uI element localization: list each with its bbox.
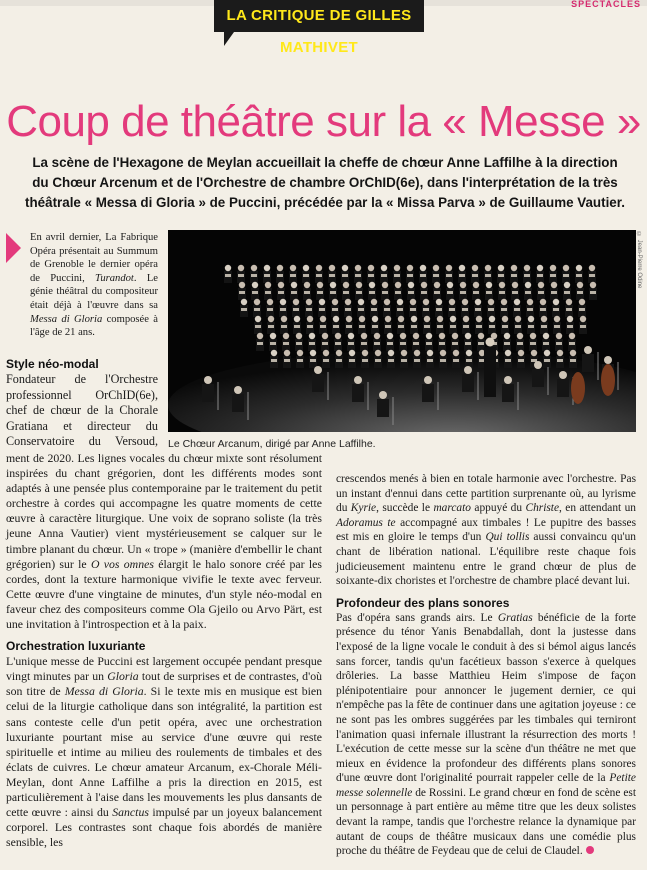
choir-singer-figure xyxy=(374,350,382,368)
choir-singer-figure xyxy=(588,265,596,283)
choir-singer-figure xyxy=(238,282,246,300)
choir-singer-figure xyxy=(251,282,259,300)
choir-singer-figure xyxy=(224,265,232,283)
choir-singer-figure xyxy=(445,265,453,283)
choir-singer-figure xyxy=(358,316,366,334)
choir-singer-figure xyxy=(315,265,323,283)
choir-singer-figure xyxy=(302,265,310,283)
choir-photo-illustration xyxy=(168,230,636,432)
choir-singer-figure xyxy=(348,350,356,368)
choir-singer-figure xyxy=(279,299,287,317)
choir-singer-figure xyxy=(354,265,362,283)
choir-singer-figure xyxy=(397,316,405,334)
choir-singer-figure xyxy=(562,265,570,283)
choir-singer-figure xyxy=(319,316,327,334)
choir-singer-figure xyxy=(276,265,284,283)
choir-singer-figure xyxy=(462,316,470,334)
choir-singer-figure xyxy=(527,316,535,334)
choir-singer-figure xyxy=(498,282,506,300)
column-right xyxy=(336,472,636,859)
choir-singer-figure xyxy=(524,282,532,300)
choir-singer-figure xyxy=(542,333,550,351)
choir-singer-figure xyxy=(501,316,509,334)
choir-singer-figure xyxy=(423,316,431,334)
choir-singer-figure xyxy=(576,282,584,300)
section-body: Fondateur de l'Orchestre professionnel OrChID(6e), chef de chœur de la Chorale Gratiana et directeur du Conservatoire du Versoud, xyxy=(6,372,158,448)
choir-singer-figure xyxy=(435,299,443,317)
choir-singer-figure xyxy=(345,316,353,334)
choir-singer-figure xyxy=(387,350,395,368)
choir-singer-figure xyxy=(373,333,381,351)
choir-singer-figure xyxy=(296,350,304,368)
choir-singer-figure xyxy=(406,265,414,283)
choir-singer-figure xyxy=(517,350,525,368)
section-heading: Profondeur des plans sonores xyxy=(336,595,510,610)
choir-singer-figure xyxy=(305,299,313,317)
choir-singer-figure xyxy=(303,282,311,300)
choir-singer-figure xyxy=(368,282,376,300)
choir-singer-figure xyxy=(523,265,531,283)
choir-singer-figure xyxy=(381,282,389,300)
choir-singer-figure xyxy=(263,265,271,283)
choir-singer-figure xyxy=(347,333,355,351)
choir-singer-figure xyxy=(292,299,300,317)
choir-singer-figure xyxy=(360,333,368,351)
choir-singer-figure xyxy=(407,282,415,300)
choir-singer-figure xyxy=(370,299,378,317)
choir-singer-figure xyxy=(254,316,262,334)
choir-singer-figure xyxy=(322,350,330,368)
cello-shape xyxy=(571,372,585,404)
choir-singer-figure xyxy=(472,282,480,300)
choir-singer-figure xyxy=(452,350,460,368)
choir-singer-figure xyxy=(485,282,493,300)
choir-singer-figure xyxy=(529,333,537,351)
choir-singer-figure xyxy=(539,299,547,317)
choir-singer-figure xyxy=(306,316,314,334)
choir-singer-figure xyxy=(461,299,469,317)
choir-singer-figure xyxy=(555,333,563,351)
choir-singer-figure xyxy=(550,282,558,300)
choir-singer-figure xyxy=(282,333,290,351)
choir-singer-figure xyxy=(556,350,564,368)
choir-singer-figure xyxy=(295,333,303,351)
choir-singer-figure xyxy=(270,350,278,368)
section-body: L'unique messe de Puccini est largement occupée pendant presque vingt minutes par un Gloria tout de surprises et de contrastes, d'où son titre de Messa di Gloria. Si le texte mis en musique est bien celui de la liturgie catholique dans son intégralité, la partition est sans conteste celle d'un petit opéra, avec une orchestration luxuriante pourtant mise au service d'une œuvre qui reste spirituelle et intime au milieu des roulements de timbales et des éclats de cuivres. Le chœur amateur Arcanum, ex-Chorale Méli-Meylan, dont Anne Laffilhe a pris la direction en 2015, est particulièrement à l'aise dans les mouvements les plus dansants de cette œuvre : ainsi du Sanctus impulsé par un joyeux balancement corporel. Les contrastes sont chaque fois abordés de manière sensible, les xyxy=(6,654,322,850)
choir-singer-figure xyxy=(575,265,583,283)
choir-singer-figure xyxy=(458,265,466,283)
choir-singer-figure xyxy=(510,265,518,283)
choir-singer-figure xyxy=(497,265,505,283)
choir-singer-figure xyxy=(426,350,434,368)
column-left xyxy=(6,451,322,850)
choir-singer-figure xyxy=(267,316,275,334)
choir-singer-figure xyxy=(419,265,427,283)
choir-singer-figure xyxy=(553,316,561,334)
choir-singer-figure xyxy=(329,282,337,300)
choir-singer-figure xyxy=(514,316,522,334)
choir-singer-figure xyxy=(280,316,288,334)
section-body-continued: ment de 2020. Les lignes vocales du chœur mixte sont résolument inspirées du chant grégorien, dont les différents modes sont adaptés à une pensée plus contemporaine par le traitement du petit orchestre à cordes qui accompagne les quatre moments de cette œuvre à caractère liturgique. Une voix de soprano soliste (la très jeune Anna Vautier) vient mystérieusement se calquer sur le timbre planant du chœur. Un « trope » (manière d'embellir le chant grégorien) sur le O vos omnes élargit le halo sonore créé par les cordes, dont la texture harmonique vivifie le texte avec ferveur. Cette œuvre d'une vingtaine de minutes, d'un style néo-modal en faveur chez des compositeurs comme Ola Gjeilo ou Arvo Pärt, est une invitation à l'introspection et à la paix. xyxy=(6,451,322,632)
choir-singer-figure xyxy=(459,282,467,300)
column-tag: LA CRITIQUE DE GILLES MATHIVET xyxy=(214,0,424,32)
choir-singer-figure xyxy=(380,265,388,283)
choir-singer-figure xyxy=(250,265,258,283)
choir-singer-figure xyxy=(409,299,417,317)
photo-credit: © Jean-Pierre Odine xyxy=(636,232,642,289)
choir-singer-figure xyxy=(269,333,277,351)
choir-singer-figure xyxy=(511,282,519,300)
choir-singer-figure xyxy=(321,333,329,351)
choir-singer-figure xyxy=(383,299,391,317)
choir-singer-figure xyxy=(565,299,573,317)
choir-singer-figure xyxy=(513,299,521,317)
section-heading: Orchestration luxuriante xyxy=(6,639,146,654)
choir-singer-figure xyxy=(566,316,574,334)
choir-singer-figure xyxy=(438,333,446,351)
choir-singer-figure xyxy=(516,333,524,351)
choir-singer-figure xyxy=(477,333,485,351)
choir-singer-figure xyxy=(400,350,408,368)
choir-singer-figure xyxy=(357,299,365,317)
choir-singer-figure xyxy=(341,265,349,283)
choir-singer-figure xyxy=(474,299,482,317)
choir-singer-figure xyxy=(589,282,597,300)
section-heading: Style néo-modal xyxy=(6,357,99,371)
choir-singer-figure xyxy=(367,265,375,283)
choir-singer-figure xyxy=(471,265,479,283)
choir-singer-figure xyxy=(309,350,317,368)
choir-singer-figure xyxy=(256,333,264,351)
choir-singer-figure xyxy=(386,333,394,351)
choir-singer-figure xyxy=(331,299,339,317)
choir-singer-figure xyxy=(328,265,336,283)
choir-singer-figure xyxy=(543,350,551,368)
choir-singer-figure xyxy=(394,282,402,300)
choir-singer-figure xyxy=(503,333,511,351)
article-photo xyxy=(168,230,636,432)
choir-singer-figure xyxy=(563,282,571,300)
choir-singer-figure xyxy=(569,350,577,368)
choir-singer-figure xyxy=(526,299,534,317)
tag-tail-icon xyxy=(224,32,244,46)
choir-singer-figure xyxy=(552,299,560,317)
section-corner-label: SPECTACLES xyxy=(571,0,641,8)
choir-singer-figure xyxy=(422,299,430,317)
choir-singer-figure xyxy=(355,282,363,300)
choir-singer-figure xyxy=(371,316,379,334)
choir-singer-figure xyxy=(436,316,444,334)
choir-singer-figure xyxy=(420,282,428,300)
choir-singer-figure xyxy=(399,333,407,351)
choir-singer-figure xyxy=(433,282,441,300)
choir-singer-figure xyxy=(549,265,557,283)
choir-singer-figure xyxy=(316,282,324,300)
choir-singer-figure xyxy=(500,299,508,317)
choir-singer-figure xyxy=(410,316,418,334)
choir-singer-figure xyxy=(240,299,248,317)
choir-singer-figure xyxy=(449,316,457,334)
choir-singer-figure xyxy=(568,333,576,351)
choir-singer-figure xyxy=(344,299,352,317)
end-dot-icon xyxy=(586,846,594,854)
choir-singer-figure xyxy=(451,333,459,351)
choir-singer-figure xyxy=(540,316,548,334)
photo-caption: Le Chœur Arcanum, dirigé par Anne Laffilhe. xyxy=(168,438,376,450)
choir-singer-figure xyxy=(465,350,473,368)
choir-singer-figure xyxy=(393,265,401,283)
choir-singer-figure xyxy=(448,299,456,317)
article-lead: La scène de l'Hexagone de Meylan accueillait la cheffe de chœur Anne Laffilhe à la direction du Chœur Arcenum et de l'Orchestre de chambre OrChID(6e), dans l'interprétation de la très théâtrale « Messa di Gloria » de Puccini, précédée par la « Missa Parva » de Guillaume Vautier. xyxy=(25,155,625,211)
arrow-marker-icon xyxy=(6,233,21,263)
choir-singer-figure xyxy=(253,299,261,317)
choir-singer-figure xyxy=(464,333,472,351)
section-body: Pas d'opéra sans grands airs. Le Gratias bénéficie de la forte présence du ténor Yanis Benabdallah, dont la justesse dans l'exposé de la ligne vocale le conduit à des si bémol aigus lancés sans forcer, tandis qu'un facétieux basson s'exerce à quelques drôleries. La basse Matthieu Heim s'impose de façon plénipotentiaire pour annoncer le jugement dernier, ce qui n'empêche pas la fête de continuer dans une agitation joyeuse : ce ne sont pas les ombres suggérées par les timbales qui terniront l'animation quasi infernale illustrant la résurrection des morts ! L'exécution de cette messe sur la scène d'un théâtre ne met que mieux en évidence la profondeur des différents plans sonores d'une œuvre dont l'originalité pourrait rappeler celle de la Petite messe solennelle de Rossini. Le grand chœur en fond de scène est un personnage à part entière au même titre que les deux solistes devant la rampe, tandis que l'orchestre relance la dynamique par autant de coups de théâtre musicaux dans une comédie plus proche du théâtre de Feydeau que de celui de Claudel. xyxy=(336,611,636,858)
choir-singer-figure xyxy=(425,333,433,351)
choir-singer-figure xyxy=(413,350,421,368)
choir-singer-figure xyxy=(334,333,342,351)
choir-singer-figure xyxy=(504,350,512,368)
choir-singer-figure xyxy=(266,299,274,317)
section-style-neo-modal xyxy=(6,356,158,448)
choir-singer-figure xyxy=(446,282,454,300)
choir-singer-figure xyxy=(277,282,285,300)
choir-singer-figure xyxy=(432,265,440,283)
choir-singer-figure xyxy=(488,316,496,334)
cello-shape xyxy=(601,364,615,396)
choir-singer-figure xyxy=(290,282,298,300)
choir-singer-figure xyxy=(578,299,586,317)
choir-singer-figure xyxy=(396,299,404,317)
choir-singer-figure xyxy=(332,316,340,334)
choir-singer-figure xyxy=(536,265,544,283)
article-title: Coup de théâtre sur la « Messe » xyxy=(6,97,641,147)
choir-singer-figure xyxy=(475,316,483,334)
intro-paragraph: En avril dernier, La Fabrique Opéra présentait au Summum de Grenoble le dernier opéra de Puccini, Turandot. Le génie théâtral du compositeur était déjà à l'œuvre dans sa Messa di Gloria composée à l'âge de 21 ans. xyxy=(30,232,158,339)
choir-singer-figure xyxy=(487,299,495,317)
choir-singer-figure xyxy=(318,299,326,317)
choir-singer-figure xyxy=(293,316,301,334)
choir-singer-figure xyxy=(283,350,291,368)
choir-singer-figure xyxy=(335,350,343,368)
choir-singer-figure xyxy=(342,282,350,300)
choir-singer-figure xyxy=(308,333,316,351)
choir-singer-figure xyxy=(264,282,272,300)
choir-singer-figure xyxy=(579,316,587,334)
choir-singer-figure xyxy=(384,316,392,334)
choir-singer-figure xyxy=(412,333,420,351)
choir-singer-figure xyxy=(484,265,492,283)
choir-singer-figure xyxy=(361,350,369,368)
section-body-continued: crescendos menés à bien en totale harmonie avec l'orchestre. Pas un instant d'ennui dans cette partition surprenante où, au lyrisme du Kyrie, succède le marcato appuyé du Christe, en attendant un Adoramus te accompagné aux timbales ! Le pupitre des basses est mis en gloire le temps d'un Qui tollis aussi convaincu qu'un chant de libération national. L'équilibre reste chaque fois judicieusement maintenu entre le grand chœur de plus de soixante-dix choristes et l'orchestre de chambre placé devant lui. xyxy=(336,473,636,588)
choir-singer-figure xyxy=(289,265,297,283)
choir-singer-figure xyxy=(439,350,447,368)
choir-singer-figure xyxy=(237,265,245,283)
choir-singer-figure xyxy=(537,282,545,300)
